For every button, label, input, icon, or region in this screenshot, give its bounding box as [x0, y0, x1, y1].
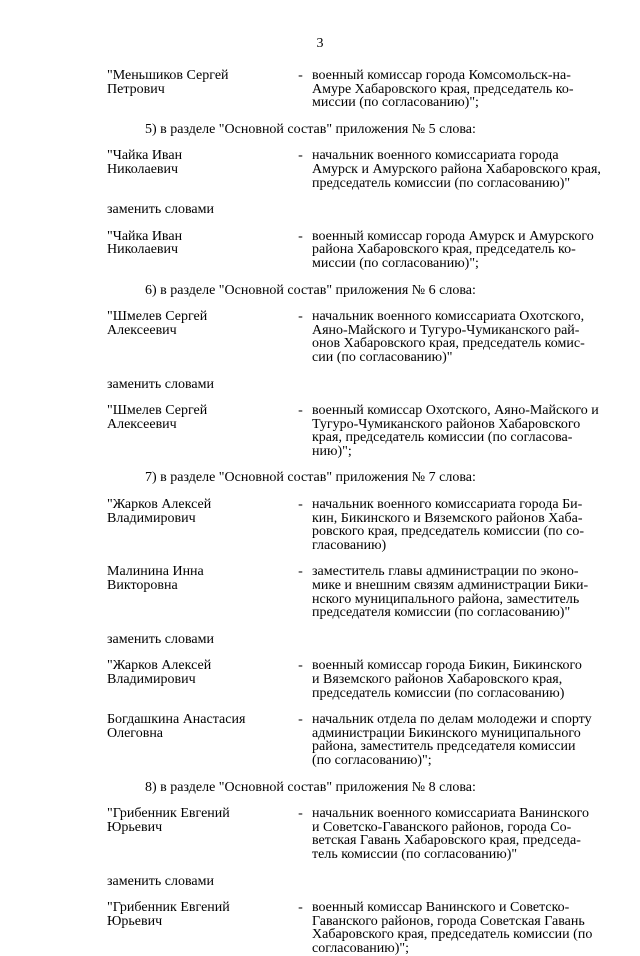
- position-line: Амуре Хабаровского края, председатель ко-: [312, 81, 574, 97]
- position-line: председатель комиссии (по согласованию): [312, 685, 565, 701]
- dash: -: [298, 658, 303, 674]
- dash: -: [298, 712, 303, 728]
- position-line: Хабаровского края, председатель комиссии (по: [312, 927, 593, 943]
- replace-phrase: заменить словами: [107, 873, 214, 889]
- member-entry: [107, 713, 612, 767]
- member-entry: [107, 310, 612, 364]
- replace-phrase: заменить словами: [107, 631, 214, 647]
- member-position: [312, 404, 612, 458]
- name-line: Владимирович: [107, 672, 196, 687]
- dash: -: [298, 564, 303, 580]
- position-line: мике и внешним связям администрации Бики-: [312, 578, 589, 594]
- member-name: [107, 404, 289, 458]
- name-line: "Шмелев Сергей: [107, 403, 208, 419]
- position-line: миссии (по согласованию)";: [312, 95, 479, 111]
- position-line: и Вяземского районов Хабаровского края,: [312, 672, 563, 687]
- position-line: тель комиссии (по согласованию)": [312, 846, 518, 862]
- position-line: военный комиссар Ванинского и Советско-: [312, 900, 570, 916]
- dash: -: [298, 228, 303, 244]
- position-line: края, председатель комиссии (по согласова-: [312, 430, 573, 446]
- dash: -: [298, 309, 303, 325]
- dash: -: [298, 403, 303, 419]
- name-line: Николаевич: [107, 242, 179, 258]
- position-line: военный комиссар Охотского, Аяно-Майского и: [312, 403, 599, 419]
- member-entry: [107, 565, 612, 619]
- member-entry: [107, 807, 612, 861]
- position-line: нского муниципального района, заместитель: [312, 591, 580, 607]
- position-line: начальник отдела по делам молодежи и спорту: [312, 712, 592, 728]
- position-line: ровского края, председатель комиссии (по со-: [312, 524, 585, 540]
- name-line: Петрович: [107, 81, 165, 97]
- member-entry: [107, 498, 612, 552]
- name-line: "Грибенник Евгений: [107, 806, 230, 822]
- position-line: военный комиссар города Бикин, Бикинского: [312, 658, 582, 674]
- name-line: Олеговна: [107, 725, 164, 741]
- position-line: онов Хабаровского края, председатель комис-: [312, 336, 585, 352]
- member-position: [312, 713, 612, 767]
- page-number: 3: [316, 36, 324, 51]
- member-entry: [107, 69, 612, 110]
- member-name: [107, 807, 289, 861]
- member-entry: [107, 659, 612, 700]
- member-position: [312, 310, 612, 364]
- member-name: [107, 310, 289, 364]
- dash: -: [298, 900, 303, 916]
- position-line: согласованию)";: [312, 940, 410, 956]
- position-line: Гаванского районов, города Советская Гавань: [312, 913, 585, 929]
- member-name: [107, 230, 289, 271]
- dash: -: [298, 497, 303, 513]
- position-line: миссии (по согласованию)";: [312, 255, 479, 271]
- position-line: сии (по согласованию)": [312, 349, 453, 365]
- member-entry: [107, 230, 612, 271]
- member-name: [107, 901, 289, 955]
- name-line: Викторовна: [107, 578, 178, 594]
- name-line: "Грибенник Евгений: [107, 900, 230, 916]
- name-line: "Чайка Иван: [107, 228, 183, 244]
- member-position: [312, 498, 612, 552]
- member-name: [107, 565, 289, 619]
- name-line: Богдашкина Анастасия: [107, 712, 246, 728]
- name-line: Юрьевич: [107, 819, 163, 835]
- member-position: [312, 230, 612, 271]
- name-line: "Чайка Иван: [107, 148, 183, 164]
- position-line: начальник военного комиссариата города Би-: [312, 497, 583, 513]
- position-line: военный комиссар города Комсомольск-на-: [312, 68, 571, 83]
- position-line: и Советско-Гаванского районов, города Со-: [312, 819, 572, 835]
- section-heading: 7) в разделе "Основной состав" приложения № 7 слова:: [145, 470, 476, 486]
- replace-phrase: заменить словами: [107, 376, 214, 392]
- member-entry: [107, 149, 612, 190]
- member-name: [107, 69, 289, 110]
- dash: -: [298, 68, 303, 83]
- position-line: (по согласованию)";: [312, 752, 432, 768]
- member-entry: [107, 404, 612, 458]
- member-name: [107, 149, 289, 190]
- dash: -: [298, 148, 303, 164]
- name-line: "Жарков Алексей: [107, 497, 212, 513]
- section-heading: 5) в разделе "Основной состав" приложения № 5 слова:: [145, 121, 476, 137]
- name-line: "Жарков Алексей: [107, 658, 212, 674]
- member-position: [312, 659, 612, 700]
- dash: -: [298, 806, 303, 822]
- name-line: "Меньшиков Сергей: [107, 68, 229, 83]
- position-line: Тугуро-Чумиканского районов Хабаровского: [312, 416, 581, 432]
- member-position: [312, 149, 612, 190]
- member-name: [107, 713, 289, 767]
- position-line: Аяно-Майского и Тугуро-Чумиканского рай-: [312, 322, 580, 338]
- position-line: ветская Гавань Хабаровского края, председа-: [312, 833, 581, 849]
- name-line: Алексеевич: [107, 416, 177, 432]
- position-line: гласованию): [312, 537, 387, 553]
- name-line: "Шмелев Сергей: [107, 309, 208, 325]
- name-line: Юрьевич: [107, 913, 163, 929]
- position-line: начальник военного комиссариата города: [312, 148, 559, 164]
- position-line: председателя комиссии (по согласованию)": [312, 605, 571, 621]
- name-line: Малинина Инна: [107, 564, 204, 580]
- member-entry: [107, 901, 612, 955]
- position-line: начальник военного комиссариата Охотского,: [312, 309, 585, 325]
- member-name: [107, 659, 289, 700]
- name-line: Алексеевич: [107, 322, 177, 338]
- member-position: [312, 69, 612, 110]
- position-line: кин, Бикинского и Вяземского районов Хаба-: [312, 510, 583, 526]
- position-line: Амурск и Амурского района Хабаровского края,: [312, 161, 601, 177]
- section-heading: 6) в разделе "Основной состав" приложения № 6 слова:: [145, 282, 476, 298]
- position-line: района, заместитель председателя комиссии: [312, 739, 576, 755]
- position-line: администрации Бикинского муниципального: [312, 725, 581, 741]
- name-line: Николаевич: [107, 161, 179, 177]
- document-body: [107, 69, 612, 956]
- position-line: начальник военного комиссариата Ванинского: [312, 806, 590, 822]
- position-line: военный комиссар города Амурск и Амурского: [312, 228, 594, 244]
- position-line: нию)";: [312, 443, 352, 459]
- member-position: [312, 565, 612, 619]
- section-heading: 8) в разделе "Основной состав" приложения № 8 слова:: [145, 779, 476, 795]
- position-line: председатель комиссии (по согласованию)": [312, 175, 571, 191]
- member-position: [312, 901, 612, 955]
- position-line: района Хабаровского края, председатель ко-: [312, 242, 576, 258]
- name-line: Владимирович: [107, 510, 196, 526]
- replace-phrase: заменить словами: [107, 202, 214, 218]
- member-position: [312, 807, 612, 861]
- member-name: [107, 498, 289, 552]
- position-line: заместитель главы администрации по эконо-: [312, 564, 579, 580]
